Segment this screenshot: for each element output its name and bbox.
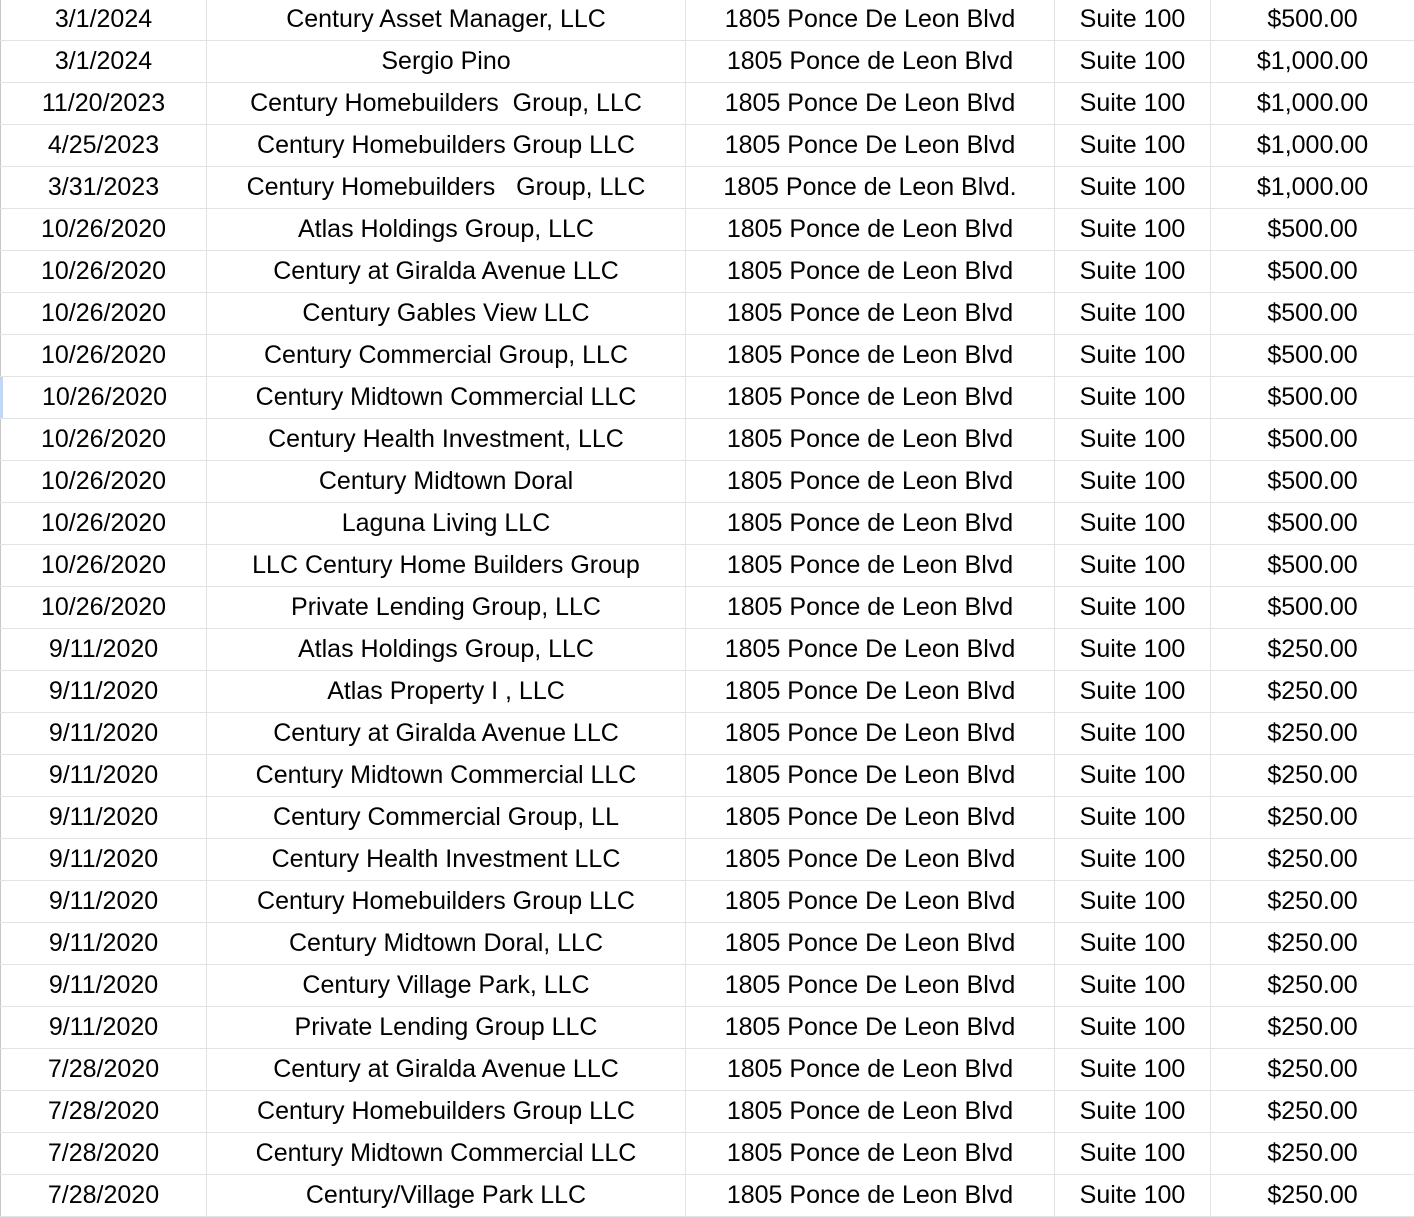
suite-cell[interactable]: Suite 100: [1055, 1091, 1211, 1132]
amount-cell[interactable]: $500.00: [1267, 341, 1358, 369]
address-cell[interactable]: 1805 Ponce de Leon Blvd: [686, 209, 1055, 250]
amount-cell[interactable]: $500.00: [1267, 299, 1358, 327]
amount-cell[interactable]: $500.00: [1267, 551, 1358, 579]
recipient-cell[interactable]: Century Midtown Doral: [207, 461, 686, 502]
address-cell[interactable]: 1805 Ponce de Leon Blvd: [686, 545, 1055, 586]
recipient-cell[interactable]: Century at Giralda Avenue LLC: [207, 1049, 686, 1090]
date-cell[interactable]: 10/26/2020: [0, 251, 207, 292]
recipient-cell[interactable]: Century Health Investment, LLC: [207, 419, 686, 460]
date-cell[interactable]: 9/11/2020: [0, 839, 207, 880]
amount-cell[interactable]: $250.00: [1267, 1055, 1358, 1083]
date-cell[interactable]: 10/26/2020: [0, 503, 207, 544]
address-cell[interactable]: 1805 Ponce De Leon Blvd: [686, 797, 1055, 838]
suite-cell[interactable]: Suite 100: [1055, 419, 1211, 460]
address-cell[interactable]: 1805 Ponce De Leon Blvd: [686, 671, 1055, 712]
suite-cell[interactable]: Suite 100: [1055, 1175, 1211, 1216]
table-row[interactable]: [0, 839, 1414, 881]
recipient-cell[interactable]: Century Homebuilders Group LLC: [207, 881, 686, 922]
date-cell[interactable]: 9/11/2020: [0, 965, 207, 1006]
amount-cell[interactable]: $250.00: [1267, 929, 1358, 957]
amount-cell[interactable]: $1,000.00: [1256, 89, 1369, 117]
address-cell[interactable]: 1805 Ponce De Leon Blvd: [686, 965, 1055, 1006]
table-row[interactable]: [0, 713, 1414, 755]
date-cell[interactable]: 9/11/2020: [0, 629, 207, 670]
table-row[interactable]: [0, 923, 1414, 965]
amount-cell[interactable]: $250.00: [1267, 803, 1358, 831]
table-row[interactable]: [0, 503, 1414, 545]
address-cell[interactable]: 1805 Ponce de Leon Blvd: [686, 377, 1055, 418]
recipient-cell[interactable]: Century Village Park, LLC: [207, 965, 686, 1006]
date-cell[interactable]: 10/26/2020: [0, 419, 207, 460]
amount-cell[interactable]: $500.00: [1267, 5, 1358, 33]
recipient-cell[interactable]: Century Midtown Doral, LLC: [207, 923, 686, 964]
recipient-cell[interactable]: LLC Century Home Builders Group: [207, 545, 686, 586]
table-row[interactable]: [0, 251, 1414, 293]
table-row[interactable]: [0, 209, 1414, 251]
address-cell[interactable]: 1805 Ponce De Leon Blvd: [686, 629, 1055, 670]
date-cell[interactable]: 9/11/2020: [0, 797, 207, 838]
date-cell[interactable]: 10/26/2020: [0, 293, 207, 334]
amount-cell[interactable]: $250.00: [1267, 1013, 1358, 1041]
address-cell[interactable]: 1805 Ponce de Leon Blvd: [686, 41, 1055, 82]
date-cell[interactable]: 9/11/2020: [0, 671, 207, 712]
amount-cell[interactable]: $250.00: [1267, 971, 1358, 999]
suite-cell[interactable]: Suite 100: [1055, 293, 1211, 334]
amount-cell[interactable]: $1,000.00: [1256, 131, 1369, 159]
address-cell[interactable]: 1805 Ponce De Leon Blvd: [686, 881, 1055, 922]
suite-cell[interactable]: Suite 100: [1055, 965, 1211, 1006]
date-cell[interactable]: 7/28/2020: [0, 1091, 207, 1132]
date-cell[interactable]: 7/28/2020: [0, 1175, 207, 1216]
date-cell[interactable]: 10/26/2020: [0, 461, 207, 502]
amount-cell[interactable]: $1,000.00: [1256, 173, 1369, 201]
recipient-cell[interactable]: Atlas Holdings Group, LLC: [207, 629, 686, 670]
recipient-cell[interactable]: Century/Village Park LLC: [207, 1175, 686, 1216]
table-row[interactable]: [0, 629, 1414, 671]
address-cell[interactable]: 1805 Ponce de Leon Blvd: [686, 587, 1055, 628]
recipient-cell[interactable]: Century Midtown Commercial LLC: [207, 1133, 686, 1174]
date-cell[interactable]: 9/11/2020: [0, 1007, 207, 1048]
address-cell[interactable]: 1805 Ponce De Leon Blvd: [686, 713, 1055, 754]
address-cell[interactable]: 1805 Ponce De Leon Blvd: [686, 83, 1055, 124]
suite-cell[interactable]: Suite 100: [1055, 881, 1211, 922]
suite-cell[interactable]: Suite 100: [1055, 1133, 1211, 1174]
recipient-cell[interactable]: Century at Giralda Avenue LLC: [207, 251, 686, 292]
address-cell[interactable]: 1805 Ponce de Leon Blvd: [686, 1175, 1055, 1216]
recipient-cell[interactable]: Laguna Living LLC: [207, 503, 686, 544]
table-row[interactable]: [0, 461, 1414, 503]
table-row[interactable]: [0, 377, 1414, 419]
amount-cell[interactable]: $500.00: [1267, 425, 1358, 453]
table-row[interactable]: [0, 671, 1414, 713]
amount-cell[interactable]: $250.00: [1267, 761, 1358, 789]
address-cell[interactable]: 1805 Ponce de Leon Blvd: [686, 335, 1055, 376]
recipient-cell[interactable]: Century Health Investment LLC: [207, 839, 686, 880]
amount-cell[interactable]: $250.00: [1267, 845, 1358, 873]
recipient-cell[interactable]: Century Homebuilders Group LLC: [207, 1091, 686, 1132]
amount-cell[interactable]: $250.00: [1267, 1097, 1358, 1125]
date-cell[interactable]: 7/28/2020: [0, 1133, 207, 1174]
date-cell[interactable]: 9/11/2020: [0, 881, 207, 922]
table-row[interactable]: [0, 125, 1414, 167]
table-row[interactable]: [0, 41, 1414, 83]
recipient-cell[interactable]: Century Commercial Group, LL: [207, 797, 686, 838]
recipient-cell[interactable]: Century Homebuilders Group, LLC: [207, 167, 686, 208]
table-row[interactable]: [0, 1091, 1414, 1133]
recipient-cell[interactable]: Century Asset Manager, LLC: [207, 0, 686, 40]
suite-cell[interactable]: Suite 100: [1055, 167, 1211, 208]
amount-cell[interactable]: $250.00: [1267, 1139, 1358, 1167]
date-cell[interactable]: 10/26/2020: [0, 587, 207, 628]
suite-cell[interactable]: Suite 100: [1055, 587, 1211, 628]
address-cell[interactable]: 1805 Ponce De Leon Blvd: [686, 755, 1055, 796]
recipient-cell[interactable]: Atlas Property I , LLC: [207, 671, 686, 712]
table-row[interactable]: [0, 335, 1414, 377]
recipient-cell[interactable]: Century Homebuilders Group LLC: [207, 125, 686, 166]
recipient-cell[interactable]: Sergio Pino: [207, 41, 686, 82]
table-row[interactable]: [0, 1007, 1414, 1049]
suite-cell[interactable]: Suite 100: [1055, 629, 1211, 670]
amount-cell[interactable]: $250.00: [1267, 887, 1358, 915]
table-row[interactable]: [0, 755, 1414, 797]
table-row[interactable]: [0, 545, 1414, 587]
suite-cell[interactable]: Suite 100: [1055, 1007, 1211, 1048]
table-row[interactable]: [0, 1175, 1414, 1217]
address-cell[interactable]: 1805 Ponce de Leon Blvd: [686, 251, 1055, 292]
address-cell[interactable]: 1805 Ponce De Leon Blvd: [686, 0, 1055, 40]
table-row[interactable]: [0, 587, 1414, 629]
recipient-cell[interactable]: Century Commercial Group, LLC: [207, 335, 686, 376]
amount-cell[interactable]: $500.00: [1267, 467, 1358, 495]
table-row[interactable]: [0, 881, 1414, 923]
recipient-cell[interactable]: Century Midtown Commercial LLC: [207, 377, 686, 418]
recipient-cell[interactable]: Century Midtown Commercial LLC: [207, 755, 686, 796]
address-cell[interactable]: 1805 Ponce De Leon Blvd: [686, 923, 1055, 964]
table-row[interactable]: [0, 0, 1414, 41]
date-cell[interactable]: 10/26/2020: [0, 335, 207, 376]
amount-cell[interactable]: $250.00: [1267, 677, 1358, 705]
suite-cell[interactable]: Suite 100: [1055, 377, 1211, 418]
table-row[interactable]: [0, 167, 1414, 209]
recipient-cell[interactable]: Atlas Holdings Group, LLC: [207, 209, 686, 250]
address-cell[interactable]: 1805 Ponce De Leon Blvd: [686, 125, 1055, 166]
address-cell[interactable]: 1805 Ponce de Leon Blvd: [686, 461, 1055, 502]
date-cell[interactable]: 9/11/2020: [0, 755, 207, 796]
table-row[interactable]: [0, 83, 1414, 125]
suite-cell[interactable]: Suite 100: [1055, 755, 1211, 796]
suite-cell[interactable]: Suite 100: [1055, 83, 1211, 124]
table-row[interactable]: [0, 965, 1414, 1007]
suite-cell[interactable]: Suite 100: [1055, 545, 1211, 586]
table-row[interactable]: [0, 797, 1414, 839]
address-cell[interactable]: 1805 Ponce de Leon Blvd: [686, 419, 1055, 460]
table-row[interactable]: [0, 1133, 1414, 1175]
address-cell[interactable]: 1805 Ponce de Leon Blvd: [686, 293, 1055, 334]
suite-cell[interactable]: Suite 100: [1055, 209, 1211, 250]
date-cell[interactable]: 10/26/2020: [0, 545, 207, 586]
address-cell[interactable]: 1805 Ponce de Leon Blvd: [686, 1133, 1055, 1174]
suite-cell[interactable]: Suite 100: [1055, 797, 1211, 838]
date-cell[interactable]: 10/26/2020: [0, 377, 207, 418]
address-cell[interactable]: 1805 Ponce de Leon Blvd: [686, 1091, 1055, 1132]
table-row[interactable]: [0, 293, 1414, 335]
suite-cell[interactable]: Suite 100: [1055, 1049, 1211, 1090]
suite-cell[interactable]: Suite 100: [1055, 713, 1211, 754]
date-cell[interactable]: 11/20/2023: [0, 83, 207, 124]
amount-cell[interactable]: $500.00: [1267, 509, 1358, 537]
suite-cell[interactable]: Suite 100: [1055, 839, 1211, 880]
suite-cell[interactable]: Suite 100: [1055, 503, 1211, 544]
amount-cell[interactable]: $500.00: [1267, 257, 1358, 285]
amount-cell[interactable]: $250.00: [1267, 1181, 1358, 1209]
table-row[interactable]: [0, 419, 1414, 461]
date-cell[interactable]: 4/25/2023: [0, 125, 207, 166]
date-cell[interactable]: 3/1/2024: [0, 41, 207, 82]
recipient-cell[interactable]: Century Gables View LLC: [207, 293, 686, 334]
recipient-cell[interactable]: Century at Giralda Avenue LLC: [207, 713, 686, 754]
recipient-cell[interactable]: Private Lending Group LLC: [207, 1007, 686, 1048]
recipient-cell[interactable]: Private Lending Group, LLC: [207, 587, 686, 628]
suite-cell[interactable]: Suite 100: [1055, 923, 1211, 964]
suite-cell[interactable]: Suite 100: [1055, 251, 1211, 292]
amount-cell[interactable]: $1,000.00: [1256, 47, 1369, 75]
date-cell[interactable]: 10/26/2020: [0, 209, 207, 250]
date-cell[interactable]: 7/28/2020: [0, 1049, 207, 1090]
suite-cell[interactable]: Suite 100: [1055, 335, 1211, 376]
recipient-cell[interactable]: Century Homebuilders Group, LLC: [207, 83, 686, 124]
suite-cell[interactable]: Suite 100: [1055, 671, 1211, 712]
suite-cell[interactable]: Suite 100: [1055, 0, 1211, 40]
address-cell[interactable]: 1805 Ponce de Leon Blvd.: [686, 167, 1055, 208]
address-cell[interactable]: 1805 Ponce de Leon Blvd: [686, 503, 1055, 544]
amount-cell[interactable]: $500.00: [1267, 215, 1358, 243]
amount-cell[interactable]: $500.00: [1267, 593, 1358, 621]
date-cell[interactable]: 3/31/2023: [0, 167, 207, 208]
suite-cell[interactable]: Suite 100: [1055, 125, 1211, 166]
suite-cell[interactable]: Suite 100: [1055, 461, 1211, 502]
amount-cell[interactable]: $500.00: [1267, 383, 1358, 411]
date-cell[interactable]: 9/11/2020: [0, 713, 207, 754]
suite-cell[interactable]: Suite 100: [1055, 41, 1211, 82]
date-cell[interactable]: 9/11/2020: [0, 923, 207, 964]
address-cell[interactable]: 1805 Ponce De Leon Blvd: [686, 839, 1055, 880]
address-cell[interactable]: 1805 Ponce De Leon Blvd: [686, 1007, 1055, 1048]
amount-cell[interactable]: $250.00: [1267, 719, 1358, 747]
table-row[interactable]: [0, 1049, 1414, 1091]
date-cell[interactable]: 3/1/2024: [0, 0, 207, 40]
amount-cell[interactable]: $250.00: [1267, 635, 1358, 663]
address-cell[interactable]: 1805 Ponce de Leon Blvd: [686, 1049, 1055, 1090]
